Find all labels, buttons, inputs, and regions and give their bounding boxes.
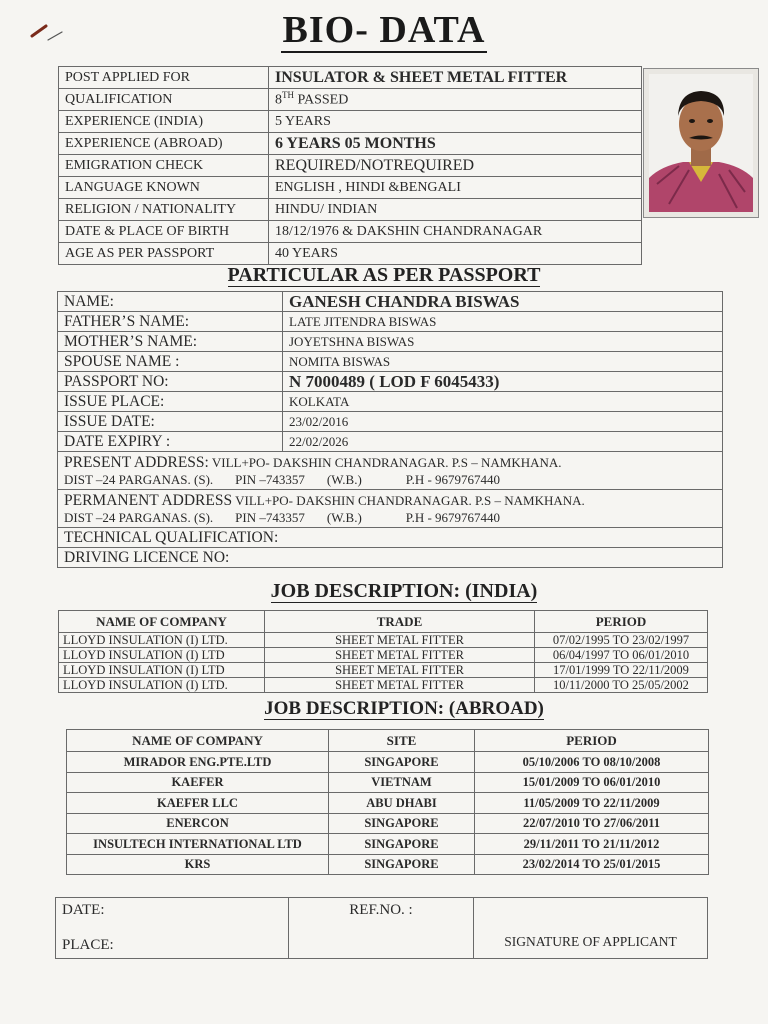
column-header: PERIOD [535, 611, 708, 633]
info-value: 5 YEARS [269, 111, 642, 133]
period-cell: 07/02/1995 TO 23/02/1997 [535, 633, 708, 648]
passport-row [58, 292, 723, 312]
info-value: INSULATOR & SHEET METAL FITTER [269, 67, 642, 89]
permanent-dist: DIST –24 PARGANAS. (S). [64, 509, 214, 525]
company-cell: LLOYD INSULATION (I) LTD. [59, 678, 265, 693]
father-label: FATHER’S NAME: [58, 312, 283, 332]
issue-date-label: ISSUE DATE: [58, 412, 283, 432]
info-row [59, 89, 642, 111]
period-cell: 05/10/2006 TO 08/10/2008 [475, 752, 709, 773]
info-label: EMIGRATION CHECK [59, 155, 269, 177]
company-cell: LLOYD INSULATION (I) LTD [59, 663, 265, 678]
trade-cell: SHEET METAL FITTER [265, 678, 535, 693]
info-label: POST APPLIED FOR [59, 67, 269, 89]
column-header: NAME OF COMPANY [67, 730, 329, 752]
company-cell: MIRADOR ENG.PTE.LTD [67, 752, 329, 773]
present-address-line: VILL+PO- DAKSHIN CHANDRANAGAR. P.S – NAMKHANA. [211, 454, 562, 470]
passport-row [58, 312, 723, 332]
page-title: BIO- DATA [282, 9, 486, 51]
table-row [59, 663, 708, 678]
site-cell: SINGAPORE [329, 854, 475, 875]
site-cell: SINGAPORE [329, 813, 475, 834]
spouse-value: NOMITA BISWAS [283, 352, 723, 372]
column-header: NAME OF COMPANY [59, 611, 265, 633]
table-header-row [67, 730, 709, 752]
personal-info-table [58, 66, 642, 265]
issue-place-value: KOLKATA [283, 392, 723, 412]
info-label: LANGUAGE KNOWN [59, 177, 269, 199]
passport-row [58, 352, 723, 372]
info-value: 18/12/1976 & DAKSHIN CHANDRANAGAR [269, 221, 642, 243]
info-label: RELIGION / NATIONALITY [59, 199, 269, 221]
period-cell: 29/11/2011 TO 21/11/2012 [475, 834, 709, 855]
qualification-word: PASSED [297, 92, 349, 108]
info-row [59, 177, 642, 199]
table-row [59, 678, 708, 693]
name-value: GANESH CHANDRA BISWAS [283, 292, 723, 312]
present-wb: (W.B.) [326, 471, 362, 487]
passport-row [58, 490, 723, 528]
period-cell: 17/01/1999 TO 22/11/2009 [535, 663, 708, 678]
mother-value: JOYETSHNA BISWAS [283, 332, 723, 352]
table-row [67, 752, 709, 773]
info-row [59, 67, 642, 89]
period-cell: 23/02/2014 TO 25/01/2015 [475, 854, 709, 875]
company-cell: KRS [67, 854, 329, 875]
passport-row [58, 332, 723, 352]
info-row [59, 221, 642, 243]
table-row [59, 633, 708, 648]
table-row [67, 793, 709, 814]
passport-table [57, 291, 723, 568]
table-row [59, 648, 708, 663]
company-cell: KAEFER [67, 772, 329, 793]
column-header: TRADE [265, 611, 535, 633]
period-cell: 11/05/2009 TO 22/11/2009 [475, 793, 709, 814]
driving-licence-label: DRIVING LICENCE NO: [58, 548, 723, 568]
site-cell: SINGAPORE [329, 834, 475, 855]
job-abroad-table [66, 729, 709, 875]
info-value: 6 YEARS 05 MONTHS [269, 133, 642, 155]
trade-cell: SHEET METAL FITTER [265, 663, 535, 678]
expiry-value: 22/02/2026 [283, 432, 723, 452]
trade-cell: SHEET METAL FITTER [265, 633, 535, 648]
job-india-heading: JOB DESCRIPTION: (INDIA) [270, 580, 538, 602]
company-cell: ENERCON [67, 813, 329, 834]
signature-table [55, 897, 708, 959]
passport-row [58, 392, 723, 412]
father-value: LATE JITENDRA BISWAS [283, 312, 723, 332]
spouse-label: SPOUSE NAME : [58, 352, 283, 372]
site-cell: ABU DHABI [329, 793, 475, 814]
period-cell: 06/04/1997 TO 06/01/2010 [535, 648, 708, 663]
site-cell: VIETNAM [329, 772, 475, 793]
issue-place-label: ISSUE PLACE: [58, 392, 283, 412]
company-cell: INSULTECH INTERNATIONAL LTD [67, 834, 329, 855]
info-value: 40 YEARS [269, 243, 642, 265]
signature-label: SIGNATURE OF APPLICANT [474, 898, 708, 959]
info-row [59, 133, 642, 155]
info-label: QUALIFICATION [59, 89, 269, 111]
info-value: HINDU/ INDIAN [269, 199, 642, 221]
company-cell: LLOYD INSULATION (I) LTD. [59, 633, 265, 648]
permanent-address-line: VILL+PO- DAKSHIN CHANDRANAGAR. P.S – NAMKHANA. [235, 492, 585, 508]
period-cell: 22/07/2010 TO 27/06/2011 [475, 813, 709, 834]
present-address [58, 452, 723, 490]
permanent-address-label: PERMANENT ADDRESS [64, 491, 233, 509]
table-row [67, 772, 709, 793]
date-label: DATE: [62, 902, 105, 918]
info-label: EXPERIENCE (INDIA) [59, 111, 269, 133]
info-row [59, 111, 642, 133]
passport-row [58, 372, 723, 392]
passport-no-value: N 7000489 ( LOD F 6045433) [283, 372, 723, 392]
expiry-label: DATE EXPIRY : [58, 432, 283, 452]
job-india-table [58, 610, 708, 693]
permanent-wb: (W.B.) [326, 509, 362, 525]
passport-heading: PARTICULAR AS PER PASSPORT [227, 264, 541, 286]
passport-row [58, 548, 723, 568]
info-label: EXPERIENCE (ABROAD) [59, 133, 269, 155]
company-cell: KAEFER LLC [67, 793, 329, 814]
period-cell: 15/01/2009 TO 06/01/2010 [475, 772, 709, 793]
job-abroad-heading: JOB DESCRIPTION: (ABROAD) [264, 698, 544, 719]
permanent-phone: P.H - 9679767440 [405, 509, 501, 525]
present-address-label: PRESENT ADDRESS: [64, 453, 209, 471]
info-row [59, 155, 642, 177]
present-pin: PIN –743357 [235, 471, 305, 487]
ref-no-label: REF.NO. : [289, 898, 474, 959]
info-row [59, 199, 642, 221]
applicant-photo [643, 68, 759, 218]
table-header-row [59, 611, 708, 633]
technical-qualification-label: TECHNICAL QUALIFICATION: [58, 528, 723, 548]
table-row [67, 834, 709, 855]
issue-date-value: 23/02/2016 [283, 412, 723, 432]
present-dist: DIST –24 PARGANAS. (S). [64, 471, 214, 487]
table-row [67, 854, 709, 875]
mother-label: MOTHER’S NAME: [58, 332, 283, 352]
info-value [269, 89, 642, 111]
table-row [67, 813, 709, 834]
period-cell: 10/11/2000 TO 25/05/2002 [535, 678, 708, 693]
passport-row [58, 452, 723, 490]
trade-cell: SHEET METAL FITTER [265, 648, 535, 663]
date-place-cell [56, 898, 289, 959]
person-photo-icon [649, 74, 753, 212]
passport-row [58, 412, 723, 432]
passport-row [58, 528, 723, 548]
passport-no-label: PASSPORT NO: [58, 372, 283, 392]
qualification-digit: 8 [275, 92, 282, 108]
info-value: REQUIRED/NOTREQUIRED [269, 155, 642, 177]
column-header: SITE [329, 730, 475, 752]
column-header: PERIOD [475, 730, 709, 752]
qualification-suffix: TH [282, 90, 294, 101]
present-phone: P.H - 9679767440 [405, 471, 501, 487]
company-cell: LLOYD INSULATION (I) LTD [59, 648, 265, 663]
info-row [59, 243, 642, 265]
info-label: AGE AS PER PASSPORT [59, 243, 269, 265]
name-label: NAME: [58, 292, 283, 312]
place-label: PLACE: [62, 937, 114, 953]
info-label: DATE & PLACE OF BIRTH [59, 221, 269, 243]
permanent-pin: PIN –743357 [235, 509, 305, 525]
site-cell: SINGAPORE [329, 752, 475, 773]
passport-row [58, 432, 723, 452]
info-value: ENGLISH , HINDI &BENGALI [269, 177, 642, 199]
permanent-address [58, 490, 723, 528]
